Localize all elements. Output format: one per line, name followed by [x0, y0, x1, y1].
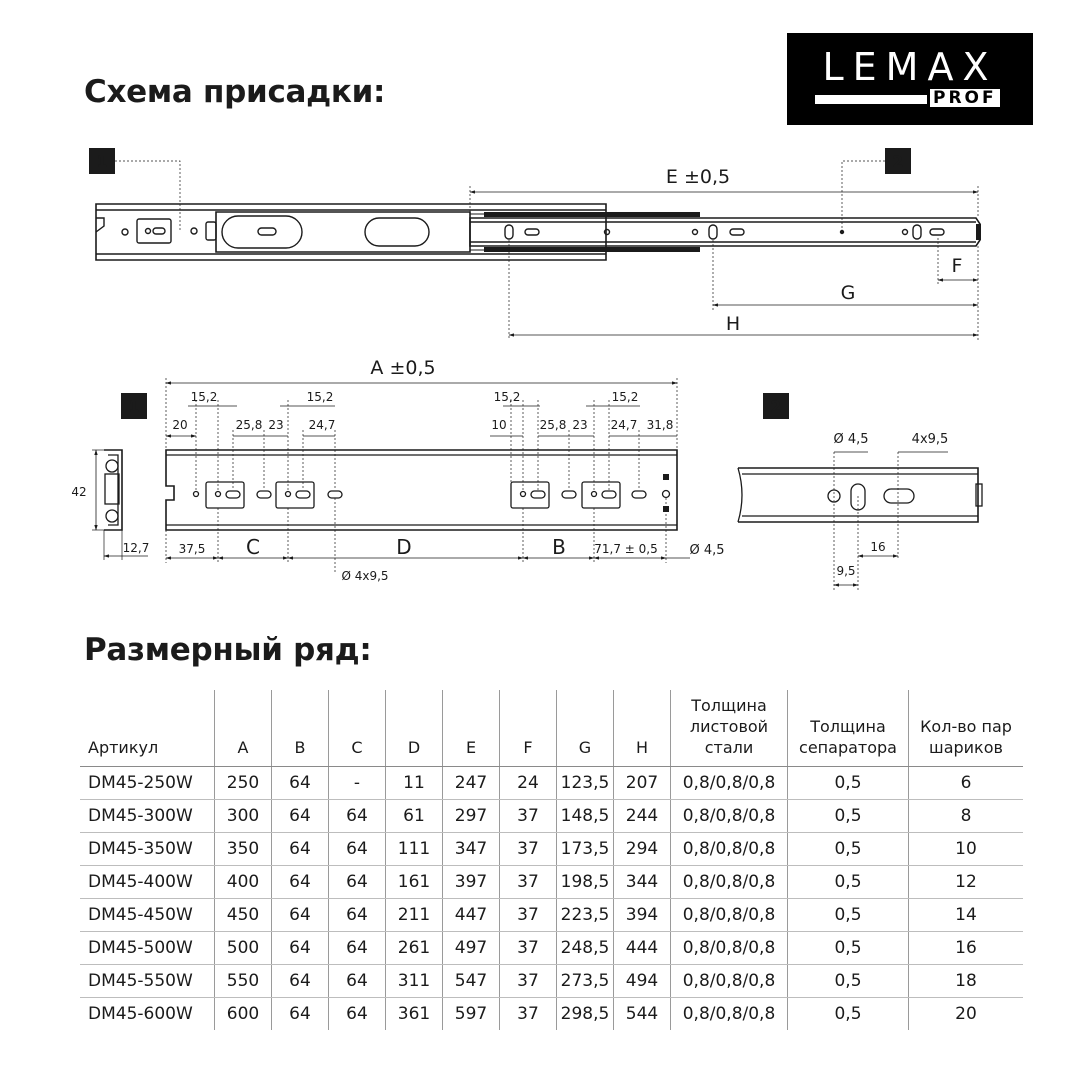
table-cell: 64 — [329, 800, 386, 833]
table-cell: 64 — [329, 899, 386, 932]
table-cell: 344 — [614, 866, 671, 899]
balls-line-1: Кол-во пар — [920, 717, 1012, 736]
table-cell: 0,5 — [788, 965, 909, 998]
size-range-table — [80, 690, 1023, 1030]
seg-b: B — [552, 535, 566, 559]
table-cell: 6 — [909, 767, 1024, 800]
table-body — [80, 767, 1023, 1031]
table-cell: 123,5 — [557, 767, 614, 800]
dim-23-a: 23 — [268, 418, 284, 432]
dim-15-2-b: 15,2 — [306, 390, 334, 404]
callout-2b-label: 2 — [770, 397, 782, 416]
table-cell: 20 — [909, 998, 1024, 1031]
table-cell: 8 — [909, 800, 1024, 833]
col-header-article: Артикул — [80, 690, 215, 767]
dim-23-b: 23 — [572, 418, 588, 432]
table-cell: 61 — [386, 800, 443, 833]
callout-1b-label: 1 — [128, 397, 140, 416]
table-cell: 161 — [386, 866, 443, 899]
table-cell: 64 — [272, 800, 329, 833]
table-cell: 600 — [215, 998, 272, 1031]
table-cell: 0,5 — [788, 866, 909, 899]
table-cell: 250 — [215, 767, 272, 800]
col-header-steel — [671, 690, 788, 767]
dim-31-8: 31,8 — [646, 418, 674, 432]
table-cell: 211 — [386, 899, 443, 932]
table-row — [80, 899, 1023, 932]
profile-segment-labels — [246, 535, 566, 559]
detail-dim-9-5: 9,5 — [836, 564, 856, 578]
dim-25-8-b: 25,8 — [539, 418, 567, 432]
top-slide-drawing — [89, 148, 981, 340]
table-cell: 37 — [500, 866, 557, 899]
col-header-h: H — [614, 690, 671, 767]
table-cell: 450 — [215, 899, 272, 932]
table-cell: 0,5 — [788, 833, 909, 866]
table-cell: 16 — [909, 932, 1024, 965]
dim-15-2-a: 15,2 — [190, 390, 218, 404]
separator-line-2: сепаратора — [799, 738, 897, 757]
table-cell: - — [329, 767, 386, 800]
dim-37-5: 37,5 — [178, 542, 206, 556]
profile-drawing — [92, 378, 982, 590]
steel-line-3: стали — [704, 738, 754, 757]
table-cell: 173,5 — [557, 833, 614, 866]
table-cell: 247 — [443, 767, 500, 800]
table-cell: 394 — [614, 899, 671, 932]
col-header-balls — [909, 690, 1024, 767]
table-cell: 64 — [329, 833, 386, 866]
table-cell: 37 — [500, 998, 557, 1031]
table-cell: 400 — [215, 866, 272, 899]
dim-15-2-c: 15,2 — [493, 390, 521, 404]
scheme-title: Схема присадки: — [84, 74, 386, 110]
logo-main-text: LEMAX — [822, 45, 998, 89]
table-cell: 64 — [272, 767, 329, 800]
table-cell: 64 — [272, 833, 329, 866]
col-header-b: B — [272, 690, 329, 767]
dim-f-label: F — [951, 255, 963, 277]
table-cell: 37 — [500, 833, 557, 866]
col-header-c: C — [329, 690, 386, 767]
table-cell: 0,5 — [788, 800, 909, 833]
table-cell: 497 — [443, 932, 500, 965]
table-cell: 64 — [329, 998, 386, 1031]
steel-line-1: Толщина — [691, 696, 767, 715]
table-cell: 0,8/0,8/0,8 — [671, 866, 788, 899]
table-cell: 500 — [215, 932, 272, 965]
dim-25-8-a: 25,8 — [235, 418, 263, 432]
detail-dim-16: 16 — [870, 540, 886, 554]
table-cell: 198,5 — [557, 866, 614, 899]
table-cell: 447 — [443, 899, 500, 932]
dim-e-label: E ±0,5 — [665, 166, 731, 188]
table-row — [80, 767, 1023, 800]
callout-2-label: 2 — [892, 152, 904, 171]
table-cell: 494 — [614, 965, 671, 998]
table-cell: 244 — [614, 800, 671, 833]
table-cell: 0,5 — [788, 932, 909, 965]
table-cell: 64 — [329, 932, 386, 965]
dim-20: 20 — [172, 418, 188, 432]
table-cell: 347 — [443, 833, 500, 866]
table-row — [80, 800, 1023, 833]
table-cell: 350 — [215, 833, 272, 866]
table-cell: 0,8/0,8/0,8 — [671, 932, 788, 965]
seg-c: C — [246, 535, 260, 559]
table-cell: 24 — [500, 767, 557, 800]
steel-line-2: листовой — [689, 717, 769, 736]
table-cell: DM45-250W — [80, 767, 215, 800]
dim-10: 10 — [491, 418, 507, 432]
table-row — [80, 833, 1023, 866]
table-cell: DM45-500W — [80, 932, 215, 965]
separator-line-1: Толщина — [810, 717, 886, 736]
table-cell: 0,5 — [788, 899, 909, 932]
dim-42: 42 — [71, 485, 87, 499]
table-cell: 37 — [500, 899, 557, 932]
seg-d: D — [396, 535, 412, 559]
table-row — [80, 965, 1023, 998]
table-row — [80, 998, 1023, 1031]
table-cell: 444 — [614, 932, 671, 965]
table-cell: 311 — [386, 965, 443, 998]
table-cell: 37 — [500, 800, 557, 833]
col-header-f: F — [500, 690, 557, 767]
table-cell: 0,8/0,8/0,8 — [671, 965, 788, 998]
table-row — [80, 932, 1023, 965]
dim-g-label: G — [840, 282, 856, 304]
table-cell: 64 — [272, 932, 329, 965]
table-cell: 0,8/0,8/0,8 — [671, 899, 788, 932]
table-cell: 550 — [215, 965, 272, 998]
table-cell: 111 — [386, 833, 443, 866]
table-cell: 64 — [272, 866, 329, 899]
dim-h-label: H — [725, 313, 741, 335]
table-cell: 294 — [614, 833, 671, 866]
dim-15-2-d: 15,2 — [611, 390, 639, 404]
col-header-a: A — [215, 690, 272, 767]
dim-hole-4-5: Ø 4,5 — [689, 543, 725, 558]
table-cell: 18 — [909, 965, 1024, 998]
dim-24-7-a: 24,7 — [308, 418, 336, 432]
table-cell: 0,8/0,8/0,8 — [671, 767, 788, 800]
table-cell: DM45-350W — [80, 833, 215, 866]
col-header-g: G — [557, 690, 614, 767]
table-cell: 207 — [614, 767, 671, 800]
table-cell: 64 — [329, 965, 386, 998]
table-cell: 12 — [909, 866, 1024, 899]
table-cell: 223,5 — [557, 899, 614, 932]
table-cell: DM45-300W — [80, 800, 215, 833]
table-cell: 148,5 — [557, 800, 614, 833]
dim-71-7: 71,7 ± 0,5 — [594, 542, 658, 556]
table-cell: 547 — [443, 965, 500, 998]
table-cell: 273,5 — [557, 965, 614, 998]
dim-a-label: A ±0,5 — [370, 357, 436, 379]
col-header-e: E — [443, 690, 500, 767]
table-cell: 298,5 — [557, 998, 614, 1031]
table-cell: 261 — [386, 932, 443, 965]
col-header-separator — [788, 690, 909, 767]
detail-slot-4x9-5: 4x9,5 — [911, 432, 949, 447]
table-cell: 10 — [909, 833, 1024, 866]
logo-sub-text: PROF — [930, 89, 1000, 107]
table-cell: 0,8/0,8/0,8 — [671, 800, 788, 833]
table-cell: DM45-400W — [80, 866, 215, 899]
table-cell: 0,5 — [788, 998, 909, 1031]
table-cell: 64 — [272, 965, 329, 998]
balls-line-2: шариков — [929, 738, 1003, 757]
table-cell: 0,5 — [788, 767, 909, 800]
table-cell: 248,5 — [557, 932, 614, 965]
table-cell: DM45-450W — [80, 899, 215, 932]
table-cell: 397 — [443, 866, 500, 899]
table-cell: 297 — [443, 800, 500, 833]
table-cell: 37 — [500, 932, 557, 965]
table-cell: DM45-600W — [88, 1004, 193, 1024]
profile-dimension-labels — [71, 390, 948, 583]
table-cell: 14 — [909, 899, 1024, 932]
table-row — [80, 866, 1023, 899]
dim-12-7: 12,7 — [122, 541, 150, 555]
table-cell: DM45-550W — [80, 965, 215, 998]
table-cell: 300 — [215, 800, 272, 833]
table-header-row — [80, 690, 1023, 767]
table-cell: 64 — [272, 899, 329, 932]
table-cell: 0,8/0,8/0,8 — [671, 998, 788, 1031]
detail-hole-4-5: Ø 4,5 — [833, 432, 869, 447]
table-cell: 64 — [329, 866, 386, 899]
col-header-d: D — [386, 690, 443, 767]
callout-1-label: 1 — [96, 152, 108, 171]
table-cell: 544 — [614, 998, 671, 1031]
range-title: Размерный ряд: — [84, 632, 372, 668]
table-cell: 64 — [272, 998, 329, 1031]
table-cell: 0,8/0,8/0,8 — [671, 833, 788, 866]
table-cell: 597 — [443, 998, 500, 1031]
dim-slot-4x9-5: Ø 4x9,5 — [341, 569, 389, 583]
table-cell: 361 — [386, 998, 443, 1031]
table-cell: 37 — [500, 965, 557, 998]
table-cell: 11 — [386, 767, 443, 800]
dim-24-7-b: 24,7 — [610, 418, 638, 432]
